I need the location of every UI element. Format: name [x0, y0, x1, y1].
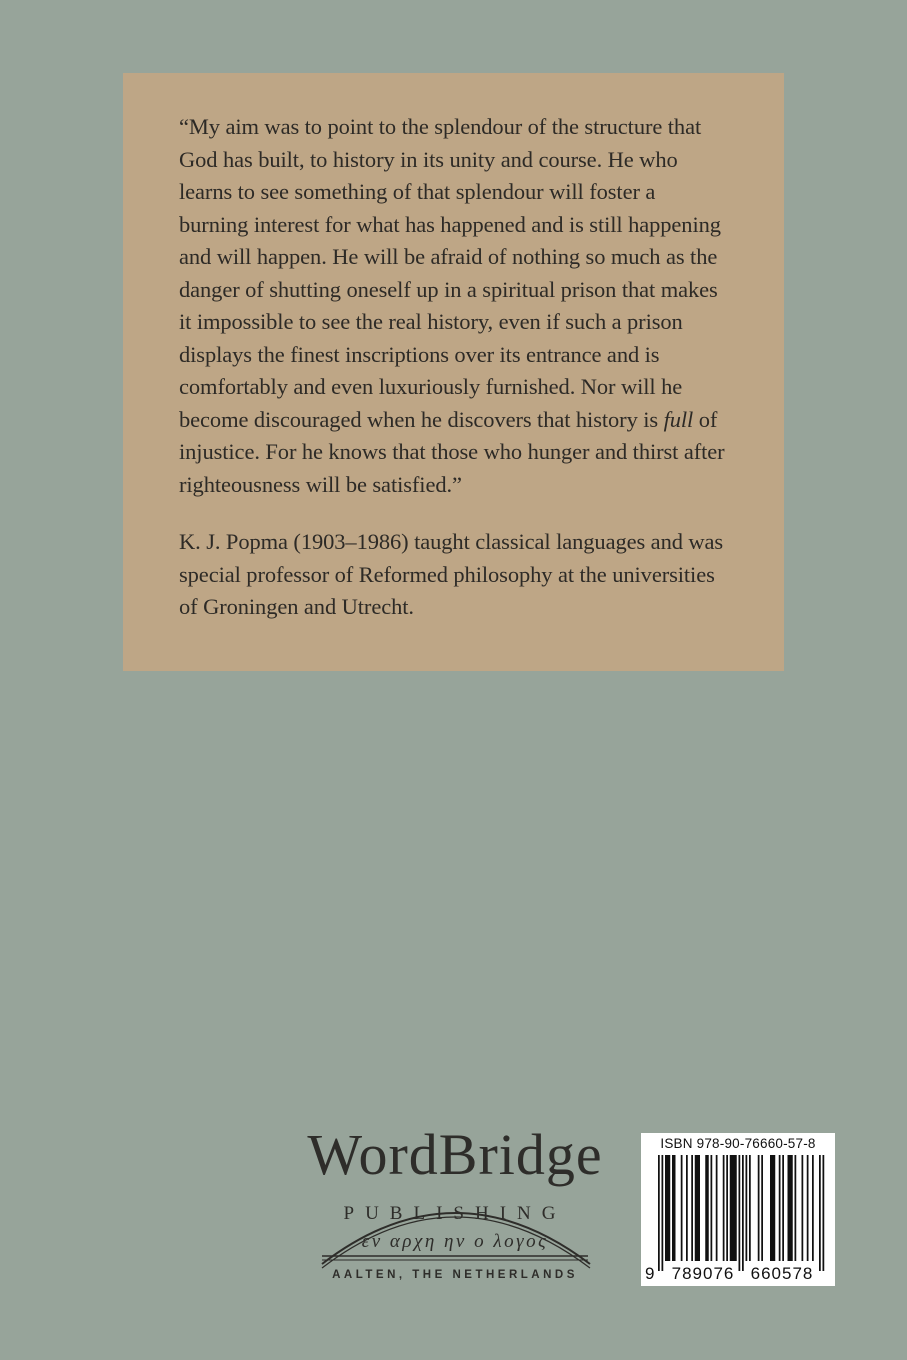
isbn-barcode [641, 1133, 835, 1286]
quote-text-end: of injustice. For he knows that those who hunger and thirst after righteousness will be satisfied.” [179, 406, 725, 497]
barcode-guard-bar [823, 1155, 825, 1271]
barcode-bar [795, 1155, 797, 1261]
quote-italic-word: full [663, 406, 694, 432]
back-cover-blurb-box [123, 73, 784, 671]
barcode-guard-bar [819, 1155, 821, 1271]
barcode-bar [770, 1155, 775, 1261]
barcode-bar [665, 1155, 670, 1261]
barcode-digit-first: 9 [645, 1264, 655, 1283]
barcode-bar [779, 1155, 781, 1261]
barcode-bar [782, 1155, 784, 1261]
barcode-digits-left: 789076 [671, 1264, 735, 1283]
barcode-bars [641, 1133, 835, 1286]
barcode-bar [812, 1155, 814, 1261]
publisher-name: WordBridge [307, 1122, 603, 1187]
publisher-motto: εν αρχη ην ο λογος [361, 1231, 549, 1252]
barcode-bar [695, 1155, 700, 1261]
publisher-subtitle: PUBLISHING [343, 1203, 567, 1224]
blurb-quote [179, 111, 728, 501]
author-bio: K. J. Popma (1903–1986) taught classical languages and was special professor of Reformed philosophy at the universities of Groningen and Utrecht. [179, 529, 724, 619]
barcode-guard-bar [742, 1155, 744, 1271]
barcode-guard-bar [662, 1155, 664, 1271]
barcode-bar [716, 1155, 718, 1261]
barcode-bar [711, 1155, 713, 1261]
barcode-guard-bar [739, 1155, 741, 1271]
barcode-bar [681, 1155, 683, 1261]
barcode-bar [807, 1155, 809, 1261]
barcode-bar [691, 1155, 693, 1261]
barcode-bar [788, 1155, 793, 1261]
isbn-label: ISBN 978-90-76660-57-8 [660, 1136, 816, 1151]
barcode-bar [746, 1155, 748, 1261]
barcode-bar [749, 1155, 751, 1261]
quote-text-start: “My aim was to point to the splendour of the structure that God has built, to history in its unity and course. He who learns to see something of that splendour will foster a burning interest for what has happened and is still happening and will happen. He will be afraid of nothing so much as the danger of shutting oneself up in a spiritual prison that makes it impossible to see the real history, even if such a prison displays the finest inscriptions over its entrance and is comfortably and even luxuriously furnished. Nor will he become discouraged when he discovers that history is [179, 114, 721, 432]
barcode-bar [705, 1155, 709, 1261]
barcode-bar [686, 1155, 688, 1261]
barcode-bar [723, 1155, 725, 1261]
barcode-bar [730, 1155, 737, 1261]
publisher-logo [300, 1122, 610, 1302]
barcode-bar [726, 1155, 728, 1261]
barcode-digits-right: 660578 [750, 1264, 814, 1283]
barcode-bar [758, 1155, 760, 1261]
barcode-bar [761, 1155, 763, 1261]
barcode-guard-bar [658, 1155, 660, 1271]
publisher-location: AALTEN, THE NETHERLANDS [332, 1269, 578, 1281]
barcode-bar [672, 1155, 676, 1261]
barcode-bar [802, 1155, 804, 1261]
